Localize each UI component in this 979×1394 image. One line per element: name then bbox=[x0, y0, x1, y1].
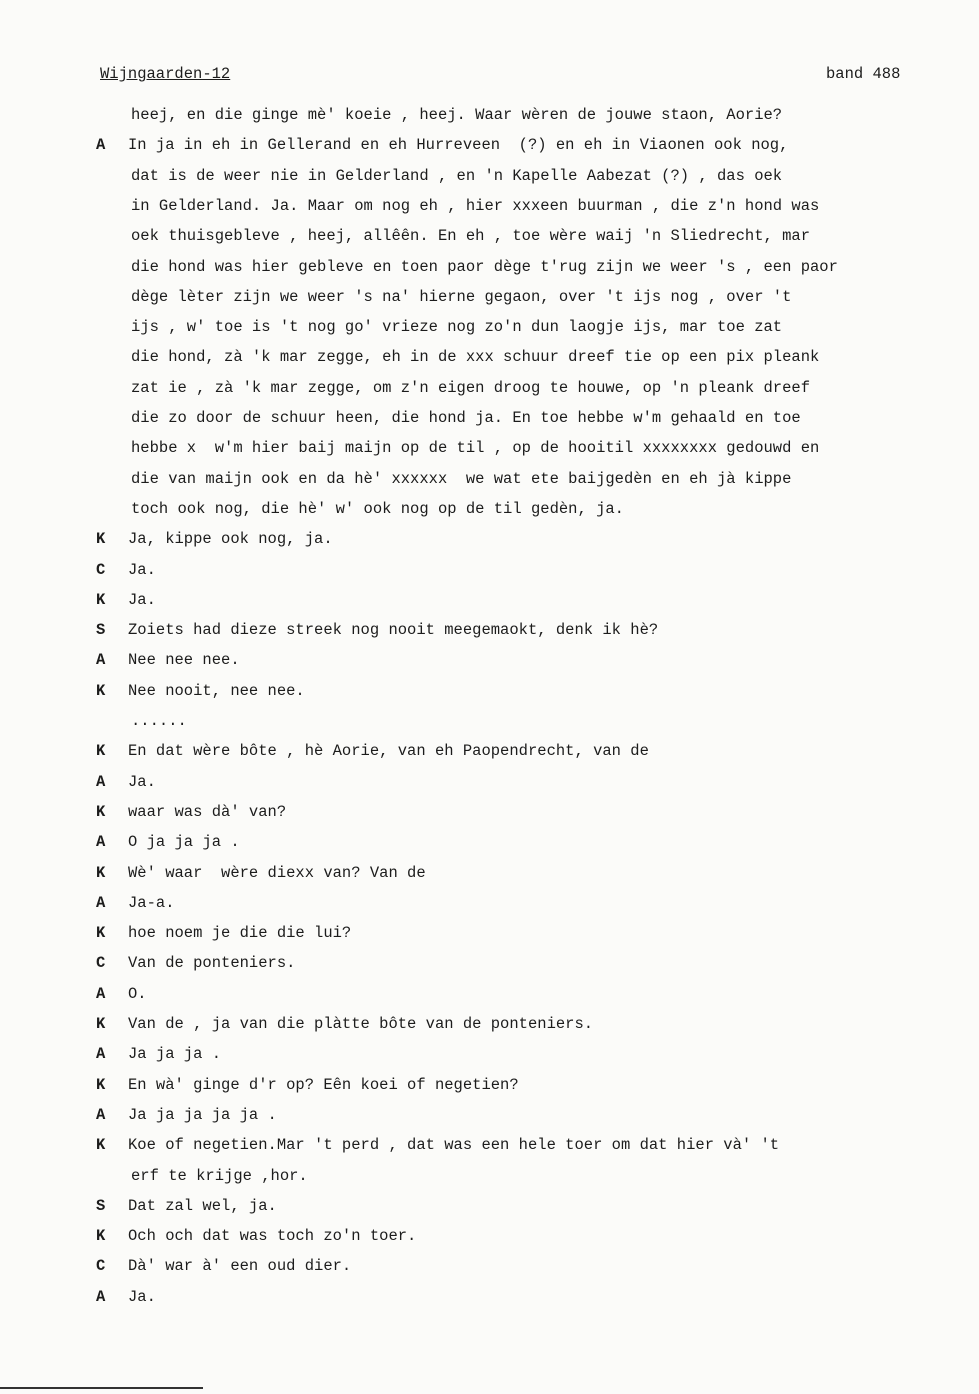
speaker-label: S bbox=[96, 621, 106, 640]
tape-number: band 488 bbox=[826, 65, 901, 83]
speaker-label: K bbox=[96, 924, 106, 943]
transcript-line: zat ie , zà 'k mar zegge, om z'n eigen droog te houwe, op 'n pleank dreef bbox=[131, 378, 811, 397]
transcript-line: hebbe x w'm hier baij maijn op de til , op de hooitil xxxxxxxx gedouwd en bbox=[131, 439, 820, 458]
speaker-label: K bbox=[96, 802, 106, 821]
speaker-label: A bbox=[96, 1045, 106, 1064]
transcript-line: die zo door de schuur heen, die hond ja. En toe hebbe w'm gehaald en toe bbox=[131, 409, 801, 427]
speaker-label: K bbox=[96, 1227, 106, 1246]
speaker-label: K bbox=[96, 681, 106, 700]
transcript-line: Wè' waar wère diexx van? Van de bbox=[128, 863, 426, 882]
transcript-line: Ja. bbox=[128, 772, 156, 791]
speaker-label: C bbox=[96, 560, 106, 579]
speaker-label: A bbox=[96, 772, 106, 791]
transcript-line: toch ook nog, die hè' w' ook nog op de til gedèn, ja. bbox=[131, 499, 624, 518]
speaker-label: K bbox=[96, 590, 106, 609]
transcript-line: O ja ja ja . bbox=[128, 833, 240, 852]
transcript-line: Koe of negetien.Mar 't perd , dat was een hele toer om dat hier và' 't bbox=[128, 1136, 780, 1155]
speaker-label: K bbox=[96, 1136, 106, 1155]
transcript-line: dège lèter zijn we weer 's na' hierne gegaon, over 't ijs nog , over 't bbox=[131, 287, 792, 306]
transcript-line: heej, en die ginge mè' koeie , heej. Waar wèren de jouwe staon, Aorie? bbox=[131, 106, 783, 124]
transcript-line: En wà' ginge d'r op? Eên koei of negetien? bbox=[128, 1075, 519, 1094]
transcript-line: dat is de weer nie in Gelderland , en 'n Kapelle Aabezat (?) , das oek bbox=[131, 166, 783, 185]
speaker-label: K bbox=[96, 742, 106, 761]
transcript-line: hoe noem je die die lui? bbox=[128, 924, 352, 943]
transcript-line: Ja ja ja ja ja . bbox=[128, 1105, 277, 1124]
transcript-line: Dat zal wel, ja. bbox=[128, 1196, 277, 1215]
speaker-label: C bbox=[96, 1257, 106, 1276]
speaker-label: K bbox=[96, 1075, 106, 1094]
transcript-line: ijs , w' toe is 't nog go' vrieze nog zo'n dun laogje ijs, mar toe zat bbox=[131, 318, 783, 337]
speaker-label: A bbox=[96, 984, 106, 1003]
transcript-line: Ja, kippe ook nog, ja. bbox=[128, 530, 333, 549]
transcript-line: Nee nooit, nee nee. bbox=[128, 681, 305, 700]
transcript-line: erf te krijge ,hor. bbox=[131, 1166, 308, 1185]
transcript-line: waar was dà' van? bbox=[128, 802, 287, 821]
transcript-line: oek thuisgebleve , heej, allêên. En eh , toe wère waij 'n Sliedrecht, mar bbox=[131, 227, 811, 246]
transcript-line: Dà' war à' een oud dier. bbox=[128, 1257, 352, 1276]
speaker-label: A bbox=[96, 1287, 106, 1306]
transcript-line: Och och dat was toch zo'n toer. bbox=[128, 1227, 417, 1246]
transcript-line: Ja ja ja . bbox=[128, 1045, 222, 1064]
transcript-line: in Gelderland. Ja. Maar om nog eh , hier xxxeen buurman , die z'n hond was bbox=[131, 196, 820, 215]
transcript-line: Van de ponteniers. bbox=[128, 954, 296, 973]
document-title: Wijngaarden-12 bbox=[100, 65, 231, 83]
transcript-line: Ja. bbox=[128, 590, 156, 609]
transcript-line: In ja in eh in Gellerand en eh Hurreveen (?) en eh in Viaonen ook nog, bbox=[128, 136, 789, 155]
transcript-line: Ja-a. bbox=[128, 893, 175, 912]
speaker-label: A bbox=[96, 136, 106, 155]
transcript-line: Zoiets had dieze streek nog nooit meegemaokt, denk ik hè? bbox=[128, 621, 659, 640]
transcript-line: ...... bbox=[131, 712, 187, 730]
transcript-line: die hond, zà 'k mar zegge, eh in de xxx schuur dreef tie op een pix pleank bbox=[131, 348, 820, 367]
speaker-label: C bbox=[96, 954, 106, 973]
speaker-label: A bbox=[96, 651, 106, 670]
transcript-line: Ja. bbox=[128, 1287, 156, 1306]
speaker-label: S bbox=[96, 1196, 106, 1215]
transcript-line: En dat wère bôte , hè Aorie, van eh Paopendrecht, van de bbox=[128, 742, 649, 761]
transcript-line: die van maijn ook en da hè' xxxxxx we wat ete baijgedèn en eh jà kippe bbox=[131, 469, 792, 488]
speaker-label: A bbox=[96, 1105, 106, 1124]
speaker-label: K bbox=[96, 863, 106, 882]
transcript-line: die hond was hier gebleve en toen paor dège t'rug zijn we weer 's , een paor bbox=[131, 257, 838, 276]
footer-rule bbox=[0, 1387, 203, 1389]
transcript-line: O. bbox=[128, 984, 147, 1003]
speaker-label: A bbox=[96, 833, 106, 852]
transcript-line: Nee nee nee. bbox=[128, 651, 240, 670]
speaker-label: A bbox=[96, 893, 106, 912]
speaker-label: K bbox=[96, 530, 106, 549]
transcript-line: Van de , ja van die plàtte bôte van de ponteniers. bbox=[128, 1015, 594, 1033]
speaker-label: K bbox=[96, 1015, 106, 1033]
transcript-line: Ja. bbox=[128, 560, 156, 579]
